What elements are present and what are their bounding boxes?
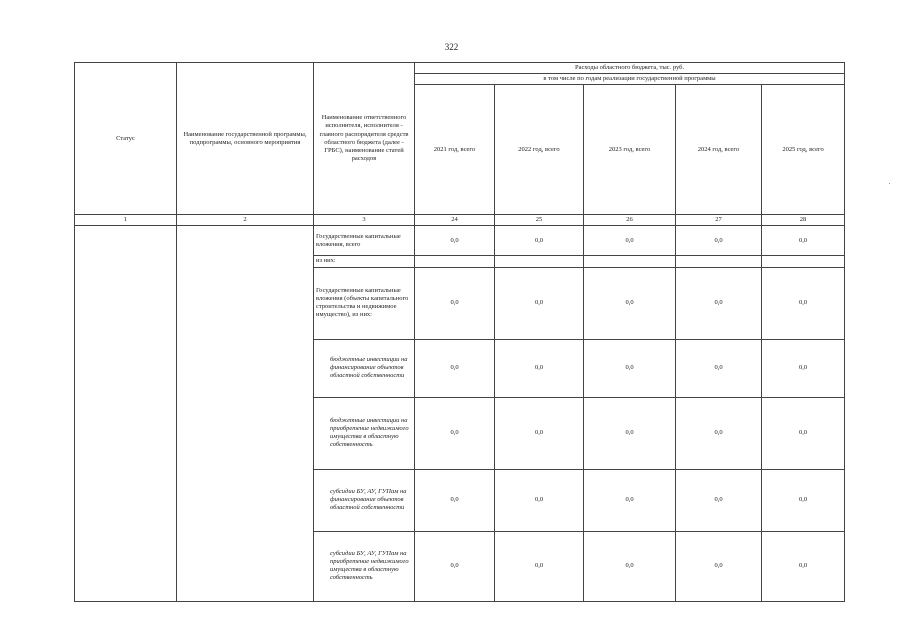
row-label: Государственные капитальные вложения, всего [314,226,415,256]
header-status: Статус [75,63,177,215]
value-cell: 0,0 [584,531,676,601]
header-year-2021: 2021 год, всего [415,85,495,215]
value-cell: 0,0 [415,397,495,469]
value-cell: 0,0 [495,397,584,469]
value-cell [762,256,845,267]
value-cell: 0,0 [762,397,845,469]
value-cell: 0,0 [676,397,762,469]
value-cell [584,256,676,267]
column-index-row [75,215,845,226]
value-cell: 0,0 [762,469,845,531]
value-cell: 0,0 [495,339,584,397]
value-cell: 0,0 [762,339,845,397]
row-label: бюджетные инвестиции на приобретение недвижимого имущества в областную собственность [314,397,415,469]
value-cell: 0,0 [495,267,584,339]
header-years-group: в том числе по годам реализации государственной программы [415,74,845,85]
value-cell: 0,0 [584,397,676,469]
column-index: 2 [177,215,314,226]
value-cell: 0,0 [495,226,584,256]
table-row [75,226,845,256]
header-year-2024: 2024 год, всего [676,85,762,215]
value-cell [495,256,584,267]
value-cell: 0,0 [415,267,495,339]
column-index: 1 [75,215,177,226]
row-label: Государственные капитальные вложения (объекты капитального строительства и недвижимое имущество), из них: [314,267,415,339]
program-name-cell [177,226,314,601]
column-index: 26 [584,215,676,226]
page-number: 322 [444,42,459,52]
row-label: субсидии БУ, АУ, ГУПам на финансирование объектов областной собственности [314,469,415,531]
status-cell [75,226,177,601]
column-index: 27 [676,215,762,226]
value-cell [415,256,495,267]
header-program-name: Наименование государственной программы, подпрограммы, основного мероприятия [177,63,314,215]
value-cell: 0,0 [584,469,676,531]
value-cell: 0,0 [415,469,495,531]
header-year-2023: 2023 год, всего [584,85,676,215]
row-label: из них: [314,256,415,267]
value-cell: 0,0 [584,226,676,256]
row-label: бюджетные инвестиции на финансирование объектов областной собственности [314,339,415,397]
column-index: 3 [314,215,415,226]
value-cell: 0,0 [676,469,762,531]
budget-table [74,62,845,602]
value-cell: 0,0 [676,531,762,601]
value-cell: 0,0 [676,226,762,256]
value-cell: 0,0 [676,267,762,339]
header-executor: Наименование ответственного исполнителя, исполнителя - главного распорядителя средств областного бюджета (далее - ГРБС), наименование статей расходов [314,63,415,215]
column-index: 28 [762,215,845,226]
value-cell: 0,0 [584,339,676,397]
scan-mark [889,183,890,184]
value-cell: 0,0 [676,339,762,397]
value-cell: 0,0 [762,267,845,339]
value-cell: 0,0 [415,531,495,601]
header-year-2022: 2022 год, всего [495,85,584,215]
header-year-2025: 2025 год, всего [762,85,845,215]
value-cell [676,256,762,267]
column-index: 24 [415,215,495,226]
column-index: 25 [495,215,584,226]
header-budget-group: Расходы областного бюджета, тыс. руб. [415,63,845,74]
value-cell: 0,0 [762,226,845,256]
value-cell: 0,0 [495,531,584,601]
value-cell: 0,0 [584,267,676,339]
value-cell: 0,0 [415,339,495,397]
value-cell: 0,0 [495,469,584,531]
value-cell: 0,0 [415,226,495,256]
value-cell: 0,0 [762,531,845,601]
row-label: субсидии БУ, АУ, ГУПам на приобретение недвижимого имущества в областную собственность [314,531,415,601]
